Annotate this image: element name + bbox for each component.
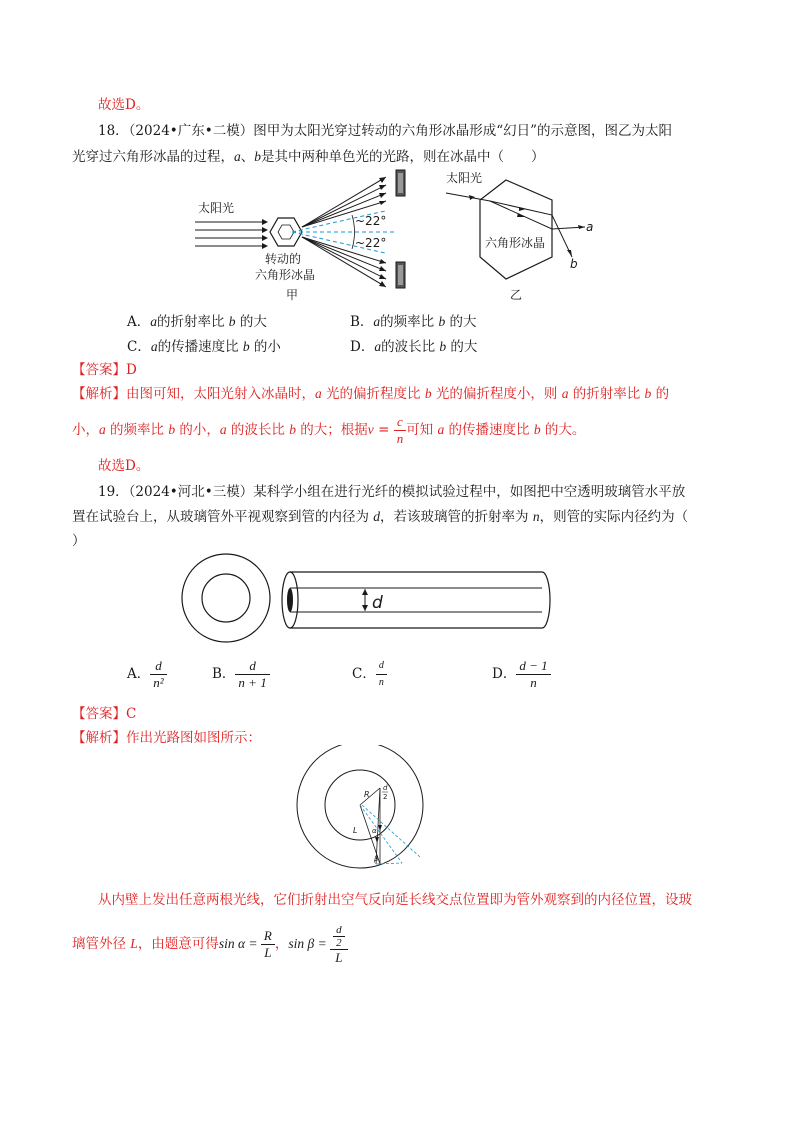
q19-option-b: B． $\frac{d}{n + 1}$	[212, 658, 270, 691]
tube-cross-section-inner	[202, 574, 250, 622]
q19-optical-path-figure	[290, 745, 470, 875]
fig-jia-rotating-line1: 转动的	[265, 252, 302, 266]
fig-jia-angle-up: ~22°	[355, 214, 387, 228]
path-label-beta: β	[374, 855, 379, 863]
fig-yi-ray-a: a	[586, 220, 594, 234]
q19-option-c: C． $\frac{d}{n}$	[352, 658, 387, 691]
q19-stem-line3: ）	[72, 533, 86, 549]
path-label-d: d	[383, 784, 388, 792]
q18-conclusion: 故选D。	[98, 458, 150, 474]
q19-formula-sin-beta: $\frac{\frac{d}{2}}{L}$	[330, 924, 348, 966]
fig-yi-sunlight-label: 太阳光	[446, 171, 483, 185]
q18-stem-line1: 18．（2024•广东•二模）图甲为太阳光穿过转动的六角形冰晶形成“幻日”的示意图，图乙为太阳	[98, 123, 673, 139]
fig-jia-rotating-line2: 六角形冰晶	[255, 268, 316, 282]
fig-yi-label: 乙	[510, 288, 523, 302]
q18-option-c: C．a的传播速度比 b 的小	[127, 339, 281, 355]
q18-option-d: D．a的波长比 b 的大	[350, 339, 478, 355]
q18-analysis-line2: 小，a 的频率比 b 的小，a 的波长比 b 的大；根据v = $\frac{c}{n}$ 可知 a 的传播速度比 b 的大。	[72, 414, 586, 446]
q19-analysis-line2: 从内壁上发出任意两根光线，它们折射出空气反向延长线交点位置即为管外观察到的内径位置，设玻	[98, 892, 692, 908]
q18-analysis-line1: 【解析】由图可知，太阳光射入冰晶时，a 光的偏折程度比 b 光的偏折程度小，则 a 的折射率比 b 的	[72, 386, 670, 402]
fig-yi-crystal	[480, 180, 552, 279]
q19-option-a: A． $\frac{d}{\text{n²}}$	[127, 658, 167, 691]
fig-yi-ray-b: b	[570, 257, 578, 271]
q19-analysis-line3: 璃管外径 L，由题意可得sin α = $\frac{R}{L}$ ，sin β = $\frac{\frac{d}{2}}{L}$	[72, 918, 348, 970]
fig-yi-crystal-label: 六角形冰晶	[485, 236, 546, 250]
q17-conclusion: 故选D。	[98, 97, 150, 113]
q19-stem-line1: 19．（2024•河北•三模）某科学小组在进行光纤的模拟试验过程中，如图把中空透明玻璃管水平放	[98, 484, 686, 500]
tube-cross-section-outer	[182, 554, 270, 642]
q19-answer: 【答案】C	[72, 706, 137, 722]
q19-figure	[170, 552, 570, 644]
path-label-L: L	[353, 826, 358, 835]
path-label-alpha: α	[372, 827, 377, 835]
q18-answer: 【答案】D	[72, 362, 137, 378]
path-outer-circle	[297, 745, 423, 868]
tube-inner-diameter-label: d	[372, 593, 383, 613]
fig-jia-angle-down: ~22°	[355, 236, 387, 250]
q18-figure	[190, 165, 630, 307]
fig-jia-crystal	[270, 218, 302, 246]
fig-jia-label: 甲	[286, 288, 299, 302]
q19-stem-line2: 置在试验台上，从玻璃管外平视观察到管的内径为 d，若该玻璃管的折射率为 n，则管的实际内径约为（	[72, 509, 689, 525]
q18-option-b: B．a的频率比 b 的大	[350, 314, 477, 330]
path-label-two: 2	[383, 793, 388, 801]
q19-option-d: D． $\frac{d - 1}{n}$	[492, 658, 551, 691]
path-label-R: R	[364, 790, 370, 799]
q18-stem-line2: 光穿过六角形冰晶的过程，a、b是其中两种单色光的光路，则在冰晶中（ ）	[72, 149, 545, 165]
q18-formula-fraction: $\frac{c}{n}$	[394, 414, 407, 447]
fig-jia-sunlight-label: 太阳光	[198, 201, 235, 215]
q19-analysis-line1: 【解析】作出光路图如图所示：	[72, 730, 261, 746]
q18-option-a: A．a的折射率比 b 的大	[127, 314, 267, 330]
q19-formula-sin-alpha: $\frac{R}{L}$	[261, 928, 275, 961]
tube-side-view	[290, 572, 550, 628]
